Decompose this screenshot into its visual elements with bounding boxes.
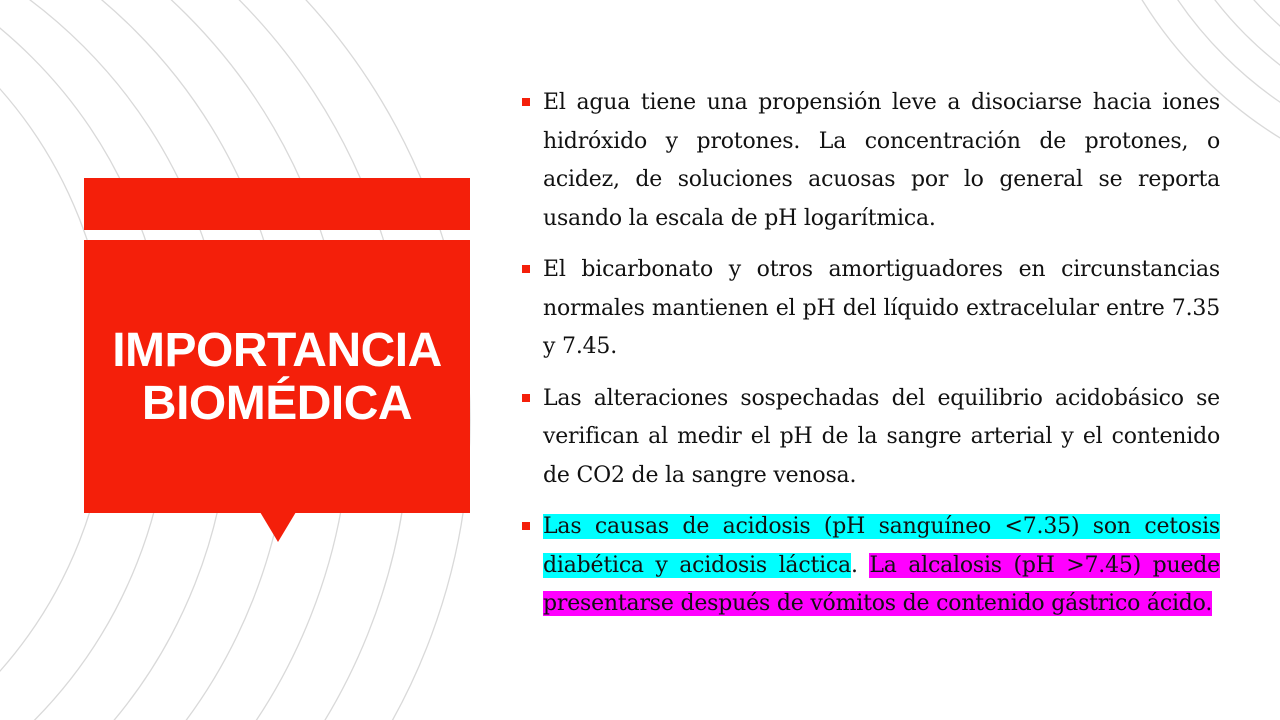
bullet-item xyxy=(520,84,1220,238)
bullet-text: El agua tiene una propensión leve a disociarse hacia iones hidróxido y protones. La concentración de protones, o acidez, de soluciones acuosas por lo general se reporta usando la escala de pH logarítmica. xyxy=(543,90,1220,231)
acidosis-highlighted-text: Las causas de acidosis (pH sanguíneo <7.35) son cetosis diabética y acidosis láctica xyxy=(543,514,1220,578)
bullet-text: El bicarbonato y otros amortiguadores en circunstancias normales mantienen el pH del líquido extracelular entre 7.35 y 7.45. xyxy=(543,257,1220,359)
sentence-separator: . xyxy=(850,552,870,578)
square-bullet-icon xyxy=(522,394,530,402)
title-accent-bar xyxy=(84,178,470,230)
bullet-list xyxy=(520,84,1220,637)
title-box xyxy=(84,240,470,513)
bullet-text: Las alteraciones sospechadas del equilibrio acidobásico se verifican al medir el pH de la sangre arterial y el contenido de CO2 de la sangre venosa. xyxy=(543,385,1220,488)
alcalosis-highlighted-text: La alcalosis (pH >7.45) puede presentarse después de vómitos de contenido gástrico ácido. xyxy=(543,552,1220,616)
square-bullet-icon xyxy=(522,265,530,273)
title-box-pointer xyxy=(260,512,296,542)
slide-title: IMPORTANCIA BIOMÉDICA xyxy=(112,323,442,430)
bullet-item xyxy=(520,251,1220,367)
highlighted-bullet-item xyxy=(520,508,1220,624)
square-bullet-icon xyxy=(522,522,530,530)
bullet-item xyxy=(520,380,1220,496)
square-bullet-icon xyxy=(522,98,530,106)
